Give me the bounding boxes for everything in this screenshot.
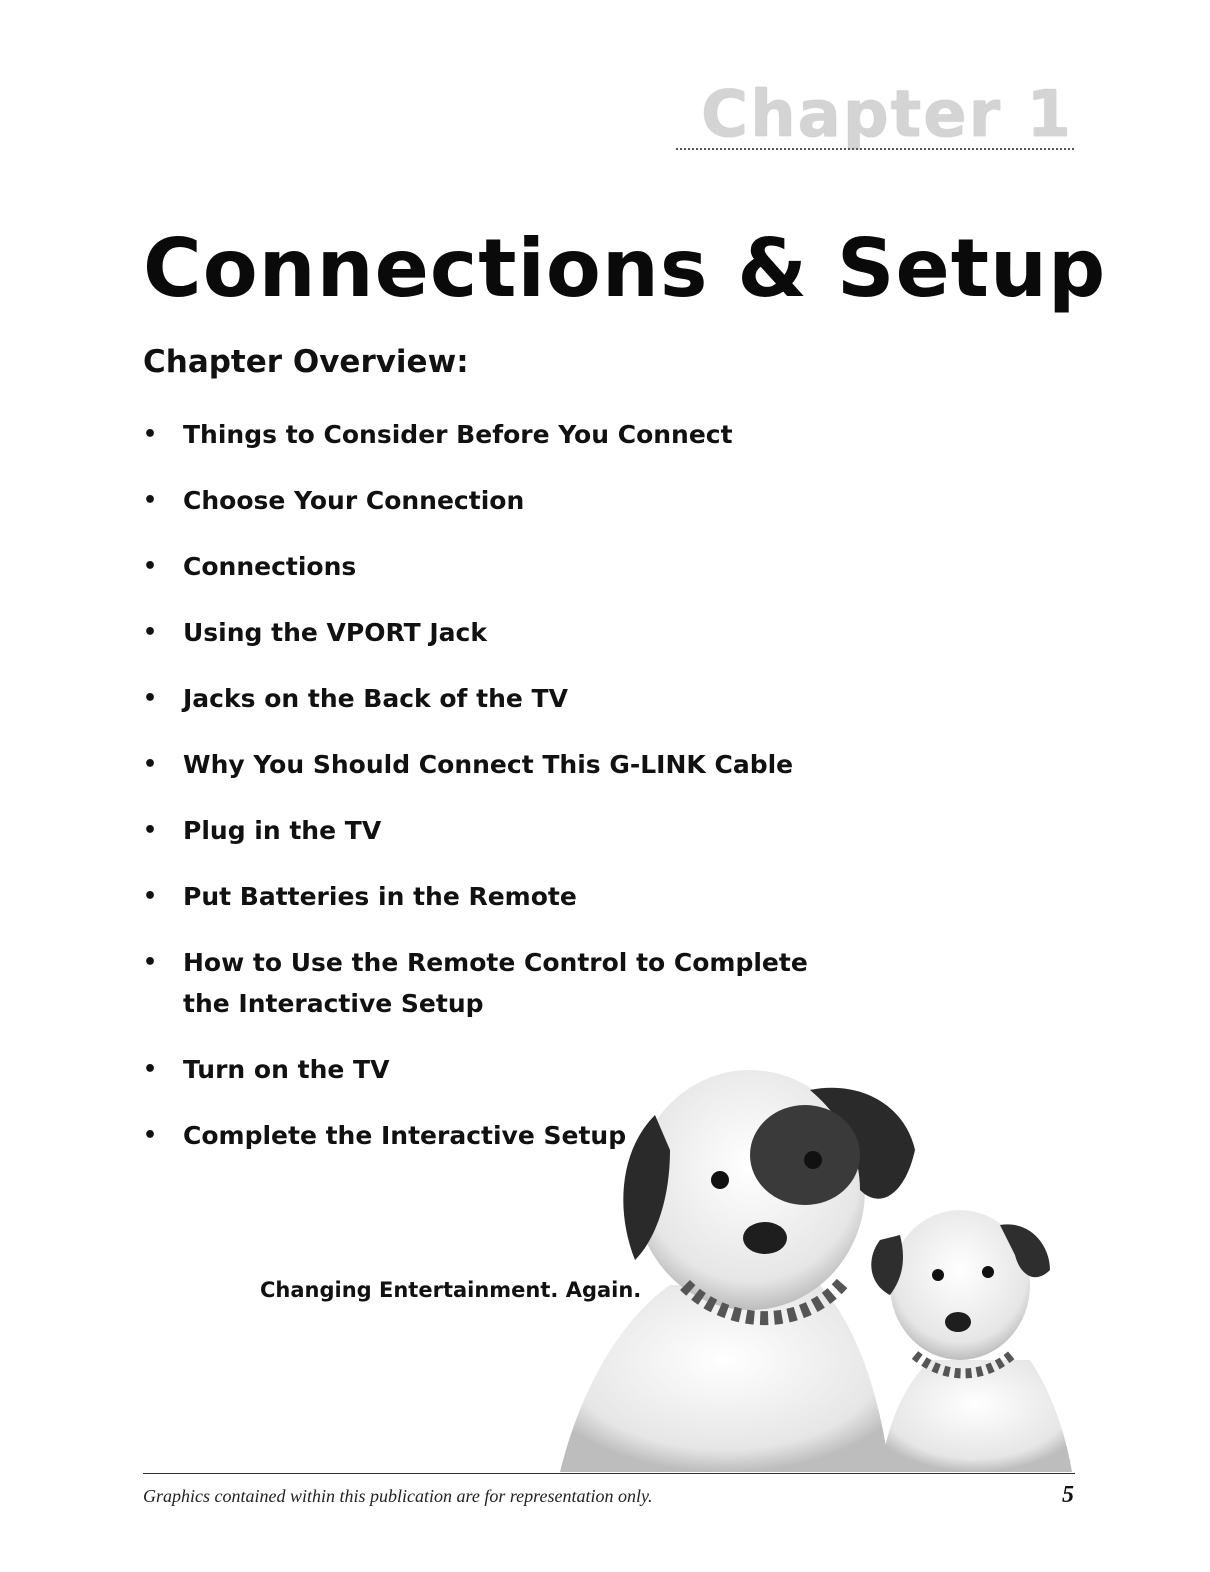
page-title: Connections & Setup xyxy=(143,222,1107,315)
small-dog-nose xyxy=(945,1312,971,1332)
dogs-illustration xyxy=(560,1060,1080,1472)
big-dog-eye-patch xyxy=(750,1105,860,1205)
small-dog-eye-right xyxy=(982,1266,994,1278)
big-dog-nose xyxy=(743,1222,787,1254)
list-item-label: Choose Your Connection xyxy=(183,486,525,515)
list-item xyxy=(143,546,843,587)
bullet-icon: • xyxy=(143,884,158,909)
chapter-rule xyxy=(676,148,1074,150)
list-item-label: Complete the Interactive Setup xyxy=(183,1121,627,1150)
bullet-icon: • xyxy=(143,488,158,513)
list-item xyxy=(143,612,843,653)
list-item-label: Using the VPORT Jack xyxy=(183,618,487,647)
list-item-label: How to Use the Remote Control to Complete the Interactive Setup xyxy=(183,948,808,1018)
page-number: 5 xyxy=(1062,1482,1074,1508)
bullet-icon: • xyxy=(143,686,158,711)
list-item xyxy=(143,942,833,1024)
list-item xyxy=(143,414,843,455)
bullet-icon: • xyxy=(143,620,158,645)
list-item xyxy=(143,876,843,917)
list-item-label: Why You Should Connect This G-LINK Cable xyxy=(183,750,794,779)
footer-note: Graphics contained within this publication are for representation only. xyxy=(143,1486,653,1506)
big-dog-eye-right xyxy=(804,1151,822,1169)
bullet-icon: • xyxy=(143,752,158,777)
list-item xyxy=(143,480,843,521)
big-dog-eye-left xyxy=(711,1171,729,1189)
bullet-icon: • xyxy=(143,1057,158,1082)
list-item-label: Things to Consider Before You Connect xyxy=(183,420,733,449)
list-item xyxy=(143,678,843,719)
bullet-icon: • xyxy=(143,554,158,579)
bullet-icon: • xyxy=(143,1123,158,1148)
overview-heading: Chapter Overview: xyxy=(143,344,469,380)
list-item xyxy=(143,810,843,851)
list-item-label: Put Batteries in the Remote xyxy=(183,882,577,911)
bullet-icon: • xyxy=(143,950,158,975)
tagline: Changing Entertainment. Again. xyxy=(260,1278,642,1302)
bullet-icon: • xyxy=(143,818,158,843)
list-item xyxy=(143,744,843,785)
small-dog-body xyxy=(880,1360,1072,1472)
chapter-label: Chapter 1 xyxy=(701,78,1073,152)
footer-rule xyxy=(143,1473,1075,1474)
list-item-label: Jacks on the Back of the TV xyxy=(183,684,568,713)
list-item-label: Turn on the TV xyxy=(183,1055,390,1084)
bullet-icon: • xyxy=(143,422,158,447)
small-dog-eye-left xyxy=(932,1269,944,1281)
list-item-label: Plug in the TV xyxy=(183,816,382,845)
list-item-label: Connections xyxy=(183,552,357,581)
